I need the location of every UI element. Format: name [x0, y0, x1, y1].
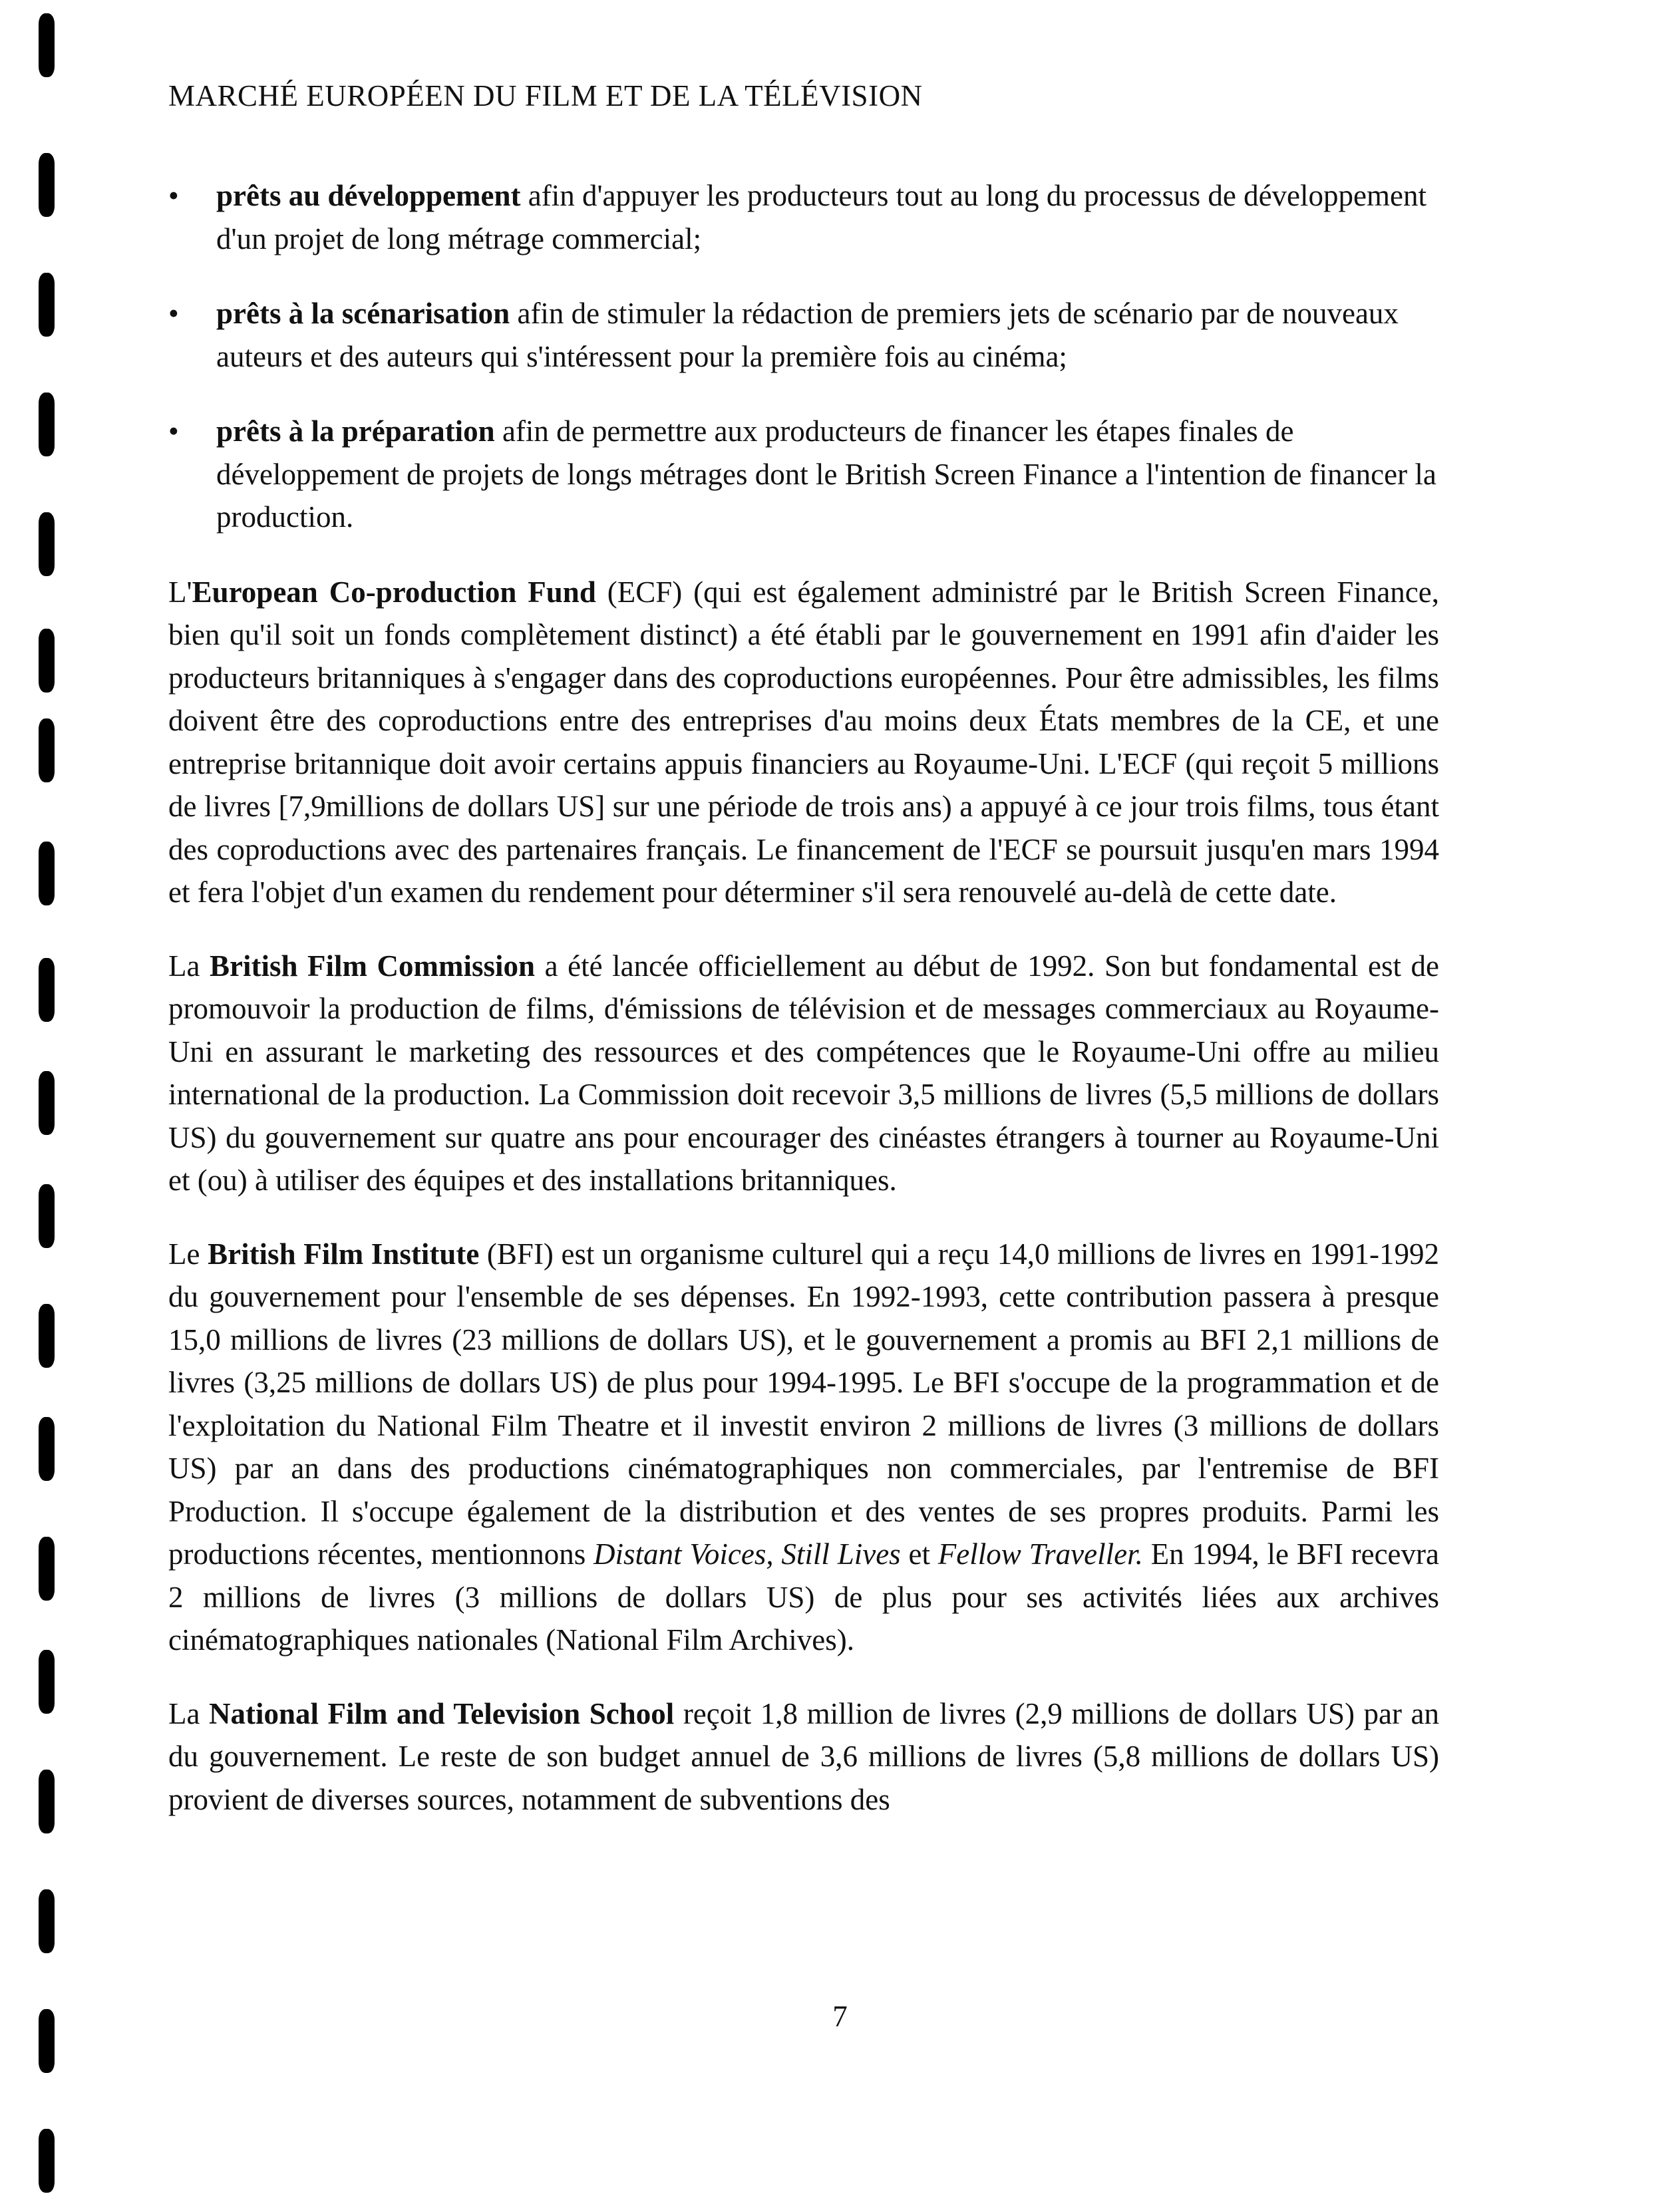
- text-run: En 1994, le BFI recevra 2 millions de livres (3 millions de dollars US) de plus pour ses activités liées aux archives cinématographiques nationales (National Film Archives).: [168, 1537, 1439, 1657]
- binding-mark: [39, 1304, 55, 1368]
- paragraph-ecf: [168, 571, 1439, 914]
- text-run: Le: [168, 1237, 208, 1271]
- binding-mark: [39, 1417, 55, 1481]
- list-item: [168, 410, 1439, 539]
- binding-mark: [39, 1889, 55, 1953]
- binding-mark: [39, 1071, 55, 1135]
- term-bold: European Co-production Fund: [192, 575, 596, 609]
- bullet-symbol: •: [168, 179, 179, 212]
- term-description: afin de permettre aux producteurs de financer les étapes finales de développement de projets de longs métrages dont le British Screen Finance a l'intention de financer la production.: [216, 414, 1436, 534]
- bullet-symbol: •: [168, 297, 179, 330]
- bullet-symbol: •: [168, 414, 179, 448]
- text-run: (ECF) (qui est également administré par le British Screen Finance, bien qu'il soit un fonds complètement distinct) a été établi par le gouvernement en 1991 afin d'aider les producteurs britanniques à s'engager dans des coproductions européennes. Pour être admissibles, les films doivent être des coproductions entre des entreprises d'au moins deux États membres de la CE, et une entreprise britannique doit avoir certains appuis financiers au Royaume-Uni. L'ECF (qui reçoit 5 millions de livres [7,9millions de dollars US] sur une période de trois ans) a appuyé à ce jour trois films, tous étant des coproductions avec des partenaires français. Le financement de l'ECF se poursuit jusqu'en mars 1994 et fera l'objet d'un examen du rendement pour déterminer s'il sera renouvelé au-delà de cette date.: [168, 575, 1439, 909]
- page-header: MARCHÉ EUROPÉEN DU FILM ET DE LA TÉLÉVISION: [168, 79, 923, 112]
- binding-mark: [39, 1770, 55, 1833]
- film-title: Fellow Traveller.: [937, 1537, 1143, 1571]
- text-run: reçoit 1,8 million de livres (2,9 millions de dollars US) par an du gouvernement. Le reste de son budget annuel de 3,6 millions de livres (5,8 millions de dollars US) provient de diverses sources, notamment de subventions des: [168, 1696, 1439, 1816]
- binding-mark: [39, 842, 55, 905]
- text-run: et: [900, 1537, 938, 1571]
- list-item: [168, 292, 1439, 378]
- binding-mark: [39, 718, 55, 782]
- term-description: afin d'appuyer les producteurs tout au long du processus de développement d'un projet de long métrage commercial;: [216, 179, 1427, 255]
- binding-mark: [39, 2129, 55, 2193]
- film-title: Distant Voices, Still Lives: [593, 1537, 901, 1571]
- paragraph-bfc: [168, 945, 1439, 1202]
- document-body: [168, 174, 1439, 1851]
- binding-mark: [39, 1184, 55, 1248]
- text-run: La: [168, 1696, 209, 1730]
- text-run: La: [168, 949, 210, 983]
- binding-mark: [39, 512, 55, 576]
- list-item: [168, 174, 1439, 260]
- binding-mark: [39, 13, 55, 77]
- binding-mark: [39, 1537, 55, 1601]
- binding-mark: [39, 629, 55, 693]
- binding-mark: [39, 153, 55, 217]
- term-bold: prêts au développement: [216, 179, 521, 212]
- term-description: afin de stimuler la rédaction de premiers jets de scénario par de nouveaux auteurs et des auteurs qui s'intéressent pour la première fois au cinéma;: [216, 297, 1399, 373]
- binding-mark: [39, 958, 55, 1022]
- binding-marks: [0, 0, 60, 2212]
- binding-mark: [39, 273, 55, 337]
- paragraph-nfts: [168, 1692, 1439, 1821]
- binding-mark: [39, 1650, 55, 1714]
- binding-mark: [39, 393, 55, 456]
- paragraph-bfi: [168, 1233, 1439, 1662]
- term-bold: British Film Institute: [208, 1237, 480, 1271]
- term-bold: prêts à la scénarisation: [216, 297, 510, 330]
- page-number: 7: [832, 2000, 848, 2033]
- text-run: L': [168, 575, 192, 609]
- term-bold: National Film and Television School: [209, 1696, 675, 1730]
- term-bold: British Film Commission: [210, 949, 536, 983]
- text-run: a été lancée officiellement au début de 1992. Son but fondamental est de promouvoir la production de films, d'émissions de télévision et de messages commerciaux au Royaume-Uni en assurant le marketing des ressources et des compétences que le Royaume-Uni offre au milieu international de la production. La Commission doit recevoir 3,5 millions de livres (5,5 millions de dollars US) du gouvernement sur quatre ans pour encourager des cinéastes étrangers à tourner au Royaume-Uni et (ou) à utiliser des équipes et des installations britanniques.: [168, 949, 1439, 1197]
- term-bold: prêts à la préparation: [216, 414, 495, 448]
- bullet-list: [168, 174, 1439, 539]
- text-run: (BFI) est un organisme culturel qui a reçu 14,0 millions de livres en 1991-1992 du gouvernement pour l'ensemble de ses dépenses. En 1992-1993, cette contribution passera à presque 15,0 millions de livres (23 millions de dollars US), et le gouvernement a promis au BFI 2,1 millions de livres (3,25 millions de dollars US) de plus pour 1994-1995. Le BFI s'occupe de la programmation et de l'exploitation du National Film Theatre et il investit environ 2 millions de livres (3 millions de dollars US) par an dans des productions cinématographiques non commerciales, par l'entremise de BFI Production. Il s'occupe également de la distribution et des ventes de ses propres produits. Parmi les productions récentes, mentionnons: [168, 1237, 1439, 1571]
